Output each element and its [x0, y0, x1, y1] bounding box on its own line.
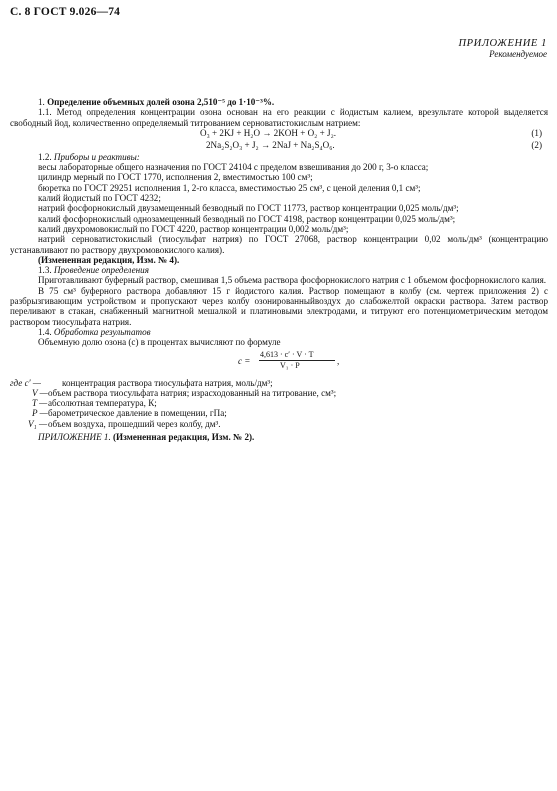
- section-1-4-number: 1.4.: [38, 326, 52, 337]
- equation-1: [10, 128, 548, 140]
- appendix-amendment-text: (Измененная редакция, Изм. № 2).: [113, 432, 255, 443]
- legend-row: [10, 388, 548, 398]
- list-item: калий фосфорнокислый однозамещенный безводный по ГОСТ 4198, раствор концентрации 0,025 моль/дм³;: [38, 213, 456, 224]
- legend-text: барометрическое давление в помещении, гПа;: [48, 408, 227, 419]
- list-item: цилиндр мерный по ГОСТ 1770, исполнения 2, вместимостью 100 см³;: [38, 172, 313, 183]
- legend-symbol: T —: [32, 398, 48, 409]
- section-1-3-number: 1.3.: [38, 265, 52, 276]
- section-1-3-title: Проведение определения: [53, 265, 149, 276]
- document-body: [10, 97, 548, 442]
- ozone-formula: [10, 350, 548, 374]
- legend-text: объем воздуха, прошедший через колбу, дм³.: [48, 418, 221, 429]
- list-item: натрий серноватистокислый (тиосульфат натрия) по ГОСТ 27068, раствор концентрации 0,02 моль/дм³ (концентрацию устанавливают по раствору двухромовокислого калия).: [10, 234, 548, 255]
- equation-2-formula: 2Na₂S₂O₃ + J₂ → 2NaJ + Na₂S₄O₆.: [206, 139, 335, 150]
- equation-2: [10, 140, 548, 152]
- equation-2-number: (2): [531, 139, 542, 150]
- amendment-note-4: (Измененная редакция, Изм. № 4).: [38, 254, 180, 265]
- paragraph-1-3-2: В 75 см³ буферного раствора добавляют 15 г йодистого калия. Раствор помещают в колбу (см. чертеж приложения 2) с разбрызгивающим устройством и пропускают через колбу озонированныйвоздух до слабожелтой окраски раствора. Затем раствор переливают в стакан, снабженный магнитной мешалкой и платиновыми электродами, и титруют его потенциометрическим методом раствором тиосульфата натрия.: [10, 285, 548, 327]
- legend-row: [10, 398, 548, 408]
- section-1-heading: [10, 97, 548, 107]
- section-1-2-heading: [10, 152, 548, 162]
- formula-lhs: c =: [238, 355, 251, 366]
- legend-text: объем раствора тиосульфата натрия; израсходованный на титрование, см³;: [48, 387, 337, 398]
- paragraph-1-4-1: Объемную долю озона (c) в процентах вычисляют по формуле: [38, 337, 281, 348]
- section-1-2-number: 1.2.: [38, 151, 52, 162]
- appendix-amendment-label: ПРИЛОЖЕНИЕ 1.: [38, 432, 111, 443]
- legend-row: [10, 408, 548, 418]
- section-1-4-title: Обработка результатов: [53, 326, 151, 337]
- section-1-number: 1.: [38, 97, 45, 107]
- legend-symbol: V —: [32, 387, 48, 398]
- legend-symbol: V₁ —: [28, 418, 48, 429]
- appendix-block: [458, 38, 547, 60]
- appendix-title: ПРИЛОЖЕНИЕ 1: [458, 38, 547, 49]
- list-item: калий йодистый по ГОСТ 4232;: [38, 193, 161, 204]
- formula-numerator: 4,613 · c′ · V · T: [260, 349, 314, 359]
- list-item: калий двухромовокислый по ГОСТ 4220, раствор концентрации 0,002 моль/дм³;: [38, 223, 349, 234]
- formula-end: ,: [337, 355, 340, 366]
- list-item: бюретка по ГОСТ 29251 исполнения 1, 2-го класса, вместимостью 25 см³, с ценой деления 0,1 см³;: [38, 182, 421, 193]
- legend-text: концентрация раствора тиосульфата натрия, моль/дм³;: [62, 377, 273, 388]
- list-item: весы лабораторные общего назначения по ГОСТ 24104 с пределом взвешивания до 200 г, 3-о класса;: [38, 162, 429, 173]
- section-1-4-heading: [10, 327, 548, 337]
- paragraph-1-1: 1.1. Метод определения концентрации озона основан на его реакции с йодистым калием, врезультате которой выделяется свободный йод, количественно определяемый титрованием серноватистокислым натрием:: [10, 107, 548, 128]
- equation-1-number: (1): [531, 127, 542, 138]
- section-1-2-title: Приборы и реактивы:: [53, 151, 140, 162]
- formula-denominator: V₁ · P: [280, 360, 300, 370]
- legend-symbol: P —: [32, 408, 48, 419]
- equation-1-formula: O₃ + 2KJ + H₂O → 2KOH + O₂ + J₂.: [200, 127, 337, 138]
- section-1-3-heading: [10, 265, 548, 275]
- paragraph-1-3-1: Приготавливают буферный раствор, смешивая 1,5 объема раствора фосфорнокислого натрия с 1 объемом фосфорнокислого калия.: [38, 275, 547, 286]
- list-item: натрий фосфорнокислый двузамещенный безводный по ГОСТ 11773, раствор концентрации 0,025 моль/дм³;: [38, 203, 459, 214]
- legend-symbol: где c′ —: [10, 377, 41, 388]
- legend-row: [10, 378, 548, 388]
- legend-text: абсолютная температура, К;: [48, 398, 157, 409]
- legend-row: [10, 419, 548, 429]
- page-header: С. 8 ГОСТ 9.026—74: [10, 6, 121, 18]
- section-1-title: Определение объемных долей озона 2,510⁻⁵ до 1·10⁻³%.: [47, 97, 275, 107]
- appendix-subtitle: Рекомендуемое: [489, 49, 547, 59]
- appendix-amendment-note: [10, 432, 548, 442]
